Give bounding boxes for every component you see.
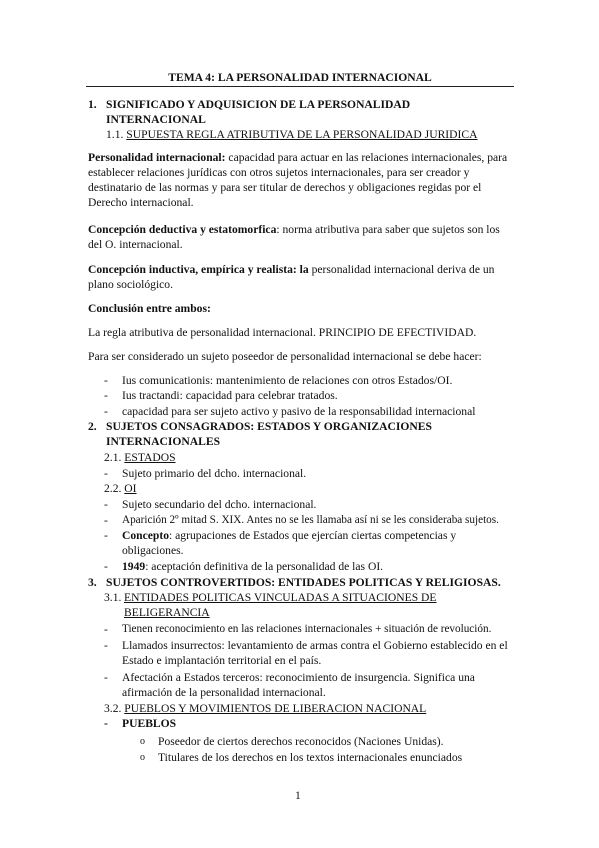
subsection-2-1-heading [104,450,176,465]
list-item [104,622,524,637]
circle-bullet: o [140,736,145,747]
list-item [104,497,524,512]
list-item [104,404,524,419]
definition-inductiva: personalidad internacional deriva de un plano sociológico. [88,263,495,291]
list-item-text: Sujeto primario del dcho. internacional. [122,467,307,480]
subsection-2-2-heading [104,481,137,496]
paragraph-personalidad [88,150,512,210]
page-number: 1 [295,789,301,802]
list-item-text: capacidad para ser sujeto activo y pasivo de la responsabilidad internacional [122,405,476,418]
section-2-heading [88,419,448,449]
list-item [104,466,524,481]
list-item-text: Titulares de los derechos en los textos internacionales enunciados [158,751,463,764]
subsection-1-1-number: 1.1. [106,128,124,141]
dash-bullet: - [104,514,108,527]
circle-bullet: o [140,752,145,763]
term-1949: 1949 [122,560,146,573]
list-item [104,513,524,528]
section-1-title: SIGNIFICADO Y ADQUISICION DE LA PERSONALIDAD INTERNACIONAL [106,98,411,126]
list-item [104,559,524,574]
conclusion-heading: Conclusión entre ambos: [88,302,211,315]
dash-bullet: - [104,639,108,652]
paragraph-requisitos: Para ser considerado un sujeto poseedor de personalidad internacional se debe hacer: [88,350,482,363]
subsection-3-1-title: ENTIDADES POLITICAS VINCULADAS A SITUACIONES DE BELIGERANCIA [124,591,437,619]
definition-1949: : aceptación definitiva de la personalidad de las OI. [145,560,384,573]
list-item-text [122,560,383,573]
list-item-text: Poseedor de ciertos derechos reconocidos (Naciones Unidas). [158,735,444,748]
section-2-number: 2. [88,420,97,433]
pueblos-label: PUEBLOS [122,717,177,730]
section-3-heading [88,575,528,590]
subsection-3-2-number: 3.2. [104,702,122,715]
dash-bullet: - [104,374,108,387]
list-item [104,670,484,700]
subsection-1-1-title: SUPUESTA REGLA ATRIBUTIVA DE LA PERSONALIDAD JURIDICA [126,128,478,141]
list-item [104,528,484,558]
dash-bullet: - [104,405,108,418]
definition-deductiva: : norma atributiva para saber que sujetos son los del O. internacional. [88,223,500,251]
subsection-2-2-title: OI [124,482,137,495]
list-item-text: Sujeto secundario del dcho. internacional. [122,498,317,511]
dash-bullet: - [104,389,108,402]
pueblos-heading [104,716,176,731]
list-item [104,388,524,403]
list-item-text: Ius comunicationis: mantenimiento de relaciones con otros Estados/OI. [122,374,453,387]
paragraph-deductiva [88,222,512,252]
list-item-text: Ius tractandi: capacidad para celebrar tratados. [122,389,338,402]
dash-bullet: - [104,623,108,636]
term-concepto: Concepto [122,529,170,542]
section-3-title: SUJETOS CONTROVERTIDOS: ENTIDADES POLITICAS Y RELIGIOSAS. [106,576,501,589]
subsection-2-2-number: 2.2. [104,482,122,495]
dash-bullet: - [104,717,108,730]
section-1-number: 1. [88,98,97,111]
subsection-3-2-title: PUEBLOS Y MOVIMIENTOS DE LIBERACION NACIONAL [124,702,427,715]
dash-bullet: - [104,529,108,542]
list-item-text: Llamados insurrectos: levantamiento de armas contra el Gobierno establecido en el Estado e implantación territorial en el país. [122,639,508,667]
definition-concepto: : agrupaciones de Estados que ejercían ciertas competencias y obligaciones. [122,529,457,557]
list-item [104,373,524,388]
list-item-text [122,528,484,558]
dash-bullet: - [104,467,108,480]
list-item [140,734,520,749]
subsection-2-1-title: ESTADOS [124,451,176,464]
subsection-3-2-heading [104,701,524,716]
section-1-heading [88,97,428,127]
section-3-number: 3. [88,576,97,589]
list-item-text: Tienen reconocimiento en las relaciones internacionales + situación de revolución. [122,623,492,635]
dash-bullet: - [104,560,108,573]
term-personalidad: Personalidad internacional: [88,151,226,164]
section-2-title: SUJETOS CONSAGRADOS: ESTADOS Y ORGANIZACIONES INTERNACIONALES [106,420,432,448]
dash-bullet: - [104,671,108,684]
subsection-3-1-number: 3.1. [104,591,122,604]
paragraph-regla: La regla atributiva de personalidad internacional. PRINCIPIO DE EFECTIVIDAD. [88,326,477,339]
list-item-text: Aparición 2º mitad S. XIX. Antes no se les llamaba así ni se les consideraba sujetos. [122,514,499,526]
subsection-3-1-heading [104,590,464,620]
term-inductiva: Concepción inductiva, empírica y realista: la [88,263,309,276]
document-title: TEMA 4: LA PERSONALIDAD INTERNACIONAL [86,70,514,87]
subsection-1-1-heading [106,127,526,142]
list-item [104,638,520,668]
definition-personalidad: capacidad para actuar en las relaciones internacionales, para establecer relaciones jurídicas con otros sujetos internacionales, para ser creador y destinatario de las normas y para ser titular de derechos y obligaciones regidas por el Derecho internacional. [88,151,508,209]
list-item-text: Afectación a Estados terceros: reconocimiento de insurgencia. Significa una afirmación de la personalidad internacional. [122,671,475,699]
paragraph-inductiva [88,262,512,292]
list-item [140,750,520,765]
term-deductiva: Concepción deductiva y estatomorfica [88,223,277,236]
subsection-2-1-number: 2.1. [104,451,122,464]
dash-bullet: - [104,498,108,511]
